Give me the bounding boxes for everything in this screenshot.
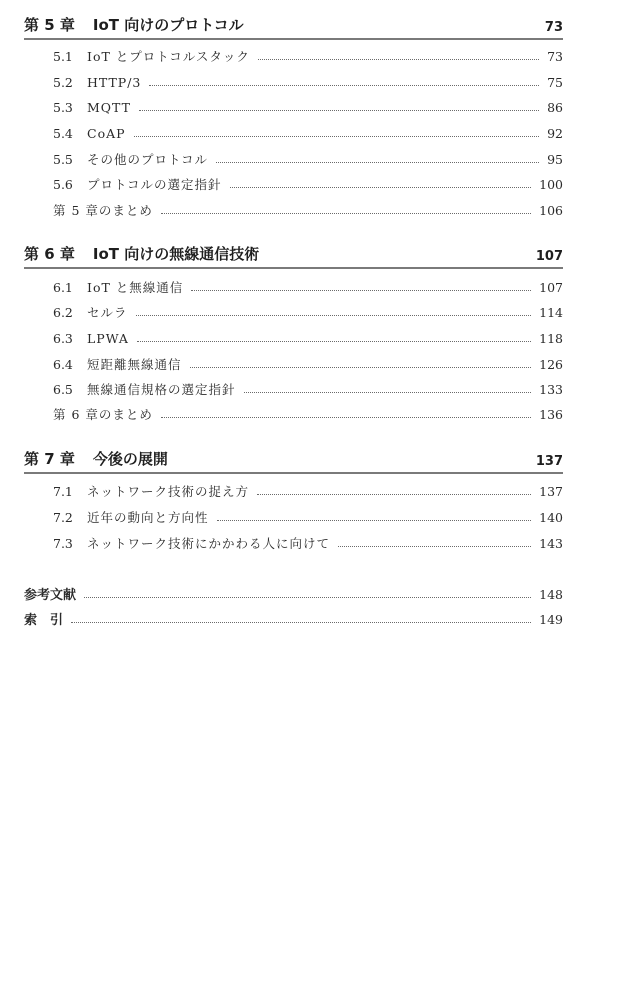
index-title: 索 引 [24,613,64,628]
dot-leader [71,621,531,623]
page-number: 95 [547,152,563,167]
section-number: 5.1 [53,49,73,64]
references-entry[interactable] [24,585,563,605]
section-number: 6.1 [53,280,73,295]
dot-leader [149,84,539,86]
toc-entry[interactable] [53,355,563,375]
section-number: 6.4 [53,357,73,372]
dot-leader [161,416,531,418]
chapter-heading [24,450,563,474]
dot-leader [258,58,539,60]
chapter-5 [24,16,563,40]
dot-leader [230,186,532,188]
dot-leader [136,314,532,316]
section-title: IoT と無線通信 [87,280,184,295]
summary-title: 第 6 章のまとめ [53,407,153,422]
section-number: 6.3 [53,331,73,346]
section-number: 7.2 [53,510,73,525]
dot-leader [84,596,531,598]
chapter-6 [24,245,563,269]
chapter-summary-entry[interactable] [53,201,563,221]
toc-entry[interactable] [53,380,563,400]
chapter-heading [24,245,563,269]
section-title: CoAP [87,126,126,141]
section-title: ネットワーク技術にかかわる人に向けて [87,536,331,551]
section-number: 5.4 [53,126,73,141]
page-number: 136 [539,407,563,422]
chapter-number: 第 5 章 [24,16,75,34]
toc-entry[interactable] [53,73,563,93]
chapter-page: 107 [535,249,563,264]
section-number: 6.2 [53,305,73,320]
chapter-number: 第 6 章 [24,245,75,263]
section-title: 無線通信規格の選定指針 [87,382,236,397]
section-title: LPWA [87,331,129,346]
chapter-7 [24,450,563,474]
references-title: 参考文献 [24,588,77,603]
section-number: 5.2 [53,75,73,90]
page-number: 86 [547,100,563,115]
dot-leader [244,391,532,393]
section-title: HTTP/3 [87,75,142,90]
toc-entry[interactable] [53,47,563,67]
dot-leader [217,519,532,521]
chapter-page: 73 [544,20,563,35]
toc-entry[interactable] [53,150,563,170]
dot-leader [161,212,531,214]
chapter-page: 137 [535,454,563,469]
section-title: 短距離無線通信 [87,357,182,372]
dot-leader [137,340,531,342]
toc-entry[interactable] [53,278,563,298]
section-title: プロトコルの選定指針 [87,177,222,192]
chapter-title: IoT 向けのプロトコル [92,16,244,34]
section-number: 6.5 [53,382,73,397]
section-title: 近年の動向と方向性 [87,510,209,525]
chapter-title: IoT 向けの無線通信技術 [92,245,260,263]
dot-leader [139,109,539,111]
page-number: 73 [547,49,563,64]
page-number: 133 [539,382,563,397]
section-number: 5.3 [53,100,73,115]
page-number: 148 [539,587,563,602]
chapter-number: 第 7 章 [24,450,75,468]
dot-leader [257,493,531,495]
page-number: 100 [539,177,563,192]
toc-entry[interactable] [53,175,563,195]
page-number: 92 [547,126,563,141]
toc-entry[interactable] [53,508,563,528]
toc-entry[interactable] [53,482,563,502]
dot-leader [216,161,539,163]
dot-leader [190,366,532,368]
dot-leader [338,545,531,547]
page-number: 126 [539,357,563,372]
toc-entry[interactable] [53,98,563,118]
section-number: 5.6 [53,177,73,192]
page-number: 118 [539,331,563,346]
chapter-summary-entry[interactable] [53,405,563,425]
section-number: 5.5 [53,152,73,167]
section-number: 7.1 [53,484,73,499]
toc-entry[interactable] [53,303,563,323]
page-number: 137 [539,484,563,499]
section-title: その他のプロトコル [87,152,209,167]
dot-leader [134,135,540,137]
chapter-title: 今後の展開 [92,450,168,468]
section-number: 7.3 [53,536,73,551]
page-number: 149 [539,612,563,627]
section-title: IoT とプロトコルスタック [87,49,250,64]
toc-entry[interactable] [53,534,563,554]
dot-leader [191,289,531,291]
section-title: ネットワーク技術の捉え方 [87,484,250,499]
toc-entry[interactable] [53,329,563,349]
toc-entry[interactable] [53,124,563,144]
section-title: MQTT [87,100,131,115]
page-number: 106 [539,203,563,218]
page-number: 107 [539,280,563,295]
section-title: セルラ [87,305,128,320]
chapter-heading [24,16,563,40]
page-number: 140 [539,510,563,525]
page-number: 75 [547,75,563,90]
page-number: 114 [539,305,563,320]
page-number: 143 [539,536,563,551]
index-entry[interactable] [24,610,563,630]
summary-title: 第 5 章のまとめ [53,203,153,218]
